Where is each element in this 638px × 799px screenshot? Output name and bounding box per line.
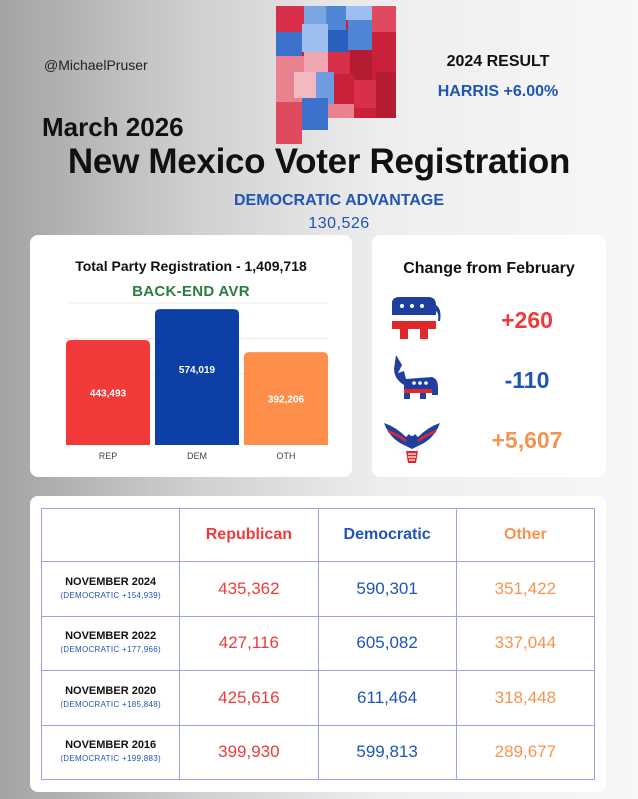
chart-subtitle: BACK-END AVR: [132, 283, 250, 300]
cell-republican: 425,616: [180, 671, 318, 726]
republican-elephant-icon: [382, 289, 442, 349]
category-label-dem: DEM: [187, 451, 207, 461]
report-month: March 2026: [42, 112, 184, 142]
cell-democratic: 611,464: [318, 671, 456, 726]
category-label-oth: OTH: [276, 451, 296, 461]
table-row: [42, 725, 595, 780]
registration-bar-chart: [30, 235, 352, 477]
table-header-row: [42, 509, 595, 562]
result-value: HARRIS +6.00%: [437, 83, 559, 100]
row-sublabel: (DEMOCRATIC +154,939): [60, 590, 161, 600]
row-sublabel: (DEMOCRATIC +177,966): [60, 645, 161, 655]
change-value-republican: +260: [501, 307, 553, 333]
bar-value-label-dem: 574,019: [178, 365, 216, 377]
cell-other: 318,448: [456, 671, 594, 726]
table-header-democratic: Democratic: [318, 509, 456, 562]
registration-history-table: [41, 508, 595, 780]
change-row-other: [372, 409, 606, 469]
row-sublabel: (DEMOCRATIC +185,848): [60, 699, 161, 709]
table-row: [42, 562, 595, 617]
history-table-card: [30, 496, 606, 792]
page-title: New Mexico Voter Registration: [67, 142, 571, 181]
cell-democratic: 605,082: [318, 616, 456, 671]
registration-chart-card: [30, 235, 352, 477]
advantage-value: 130,526: [308, 215, 370, 232]
bar-value-label-oth: 392,206: [267, 394, 305, 406]
cell-other: 351,422: [456, 562, 594, 617]
row-label: NOVEMBER 2020 (DEMOCRATIC +185,848): [42, 671, 180, 726]
cell-other: 337,044: [456, 616, 594, 671]
row-label: NOVEMBER 2024 (DEMOCRATIC +154,939): [42, 562, 180, 617]
cell-democratic: 590,301: [318, 562, 456, 617]
row-label: NOVEMBER 2022 (DEMOCRATIC +177,966): [42, 616, 180, 671]
cell-republican: 427,116: [180, 616, 318, 671]
row-sublabel: (DEMOCRATIC +199,883): [60, 754, 161, 764]
cell-democratic: 599,813: [318, 725, 456, 780]
table-row: [42, 616, 595, 671]
bar-dem: [155, 309, 239, 445]
table-header-republican: Republican: [180, 509, 318, 562]
category-label-rep: REP: [98, 451, 118, 461]
cell-republican: 435,362: [180, 562, 318, 617]
change-title: Change from February: [403, 260, 575, 277]
change-row-democratic: [372, 349, 606, 409]
result-label: 2024 RESULT: [446, 53, 550, 70]
chart-title: Total Party Registration - 1,409,718: [75, 258, 307, 274]
democratic-donkey-icon: [382, 349, 442, 409]
row-label: NOVEMBER 2016 (DEMOCRATIC +199,883): [42, 725, 180, 780]
cell-republican: 399,930: [180, 725, 318, 780]
bar-value-label-rep: 443,493: [89, 388, 127, 400]
advantage-label: DEMOCRATIC ADVANTAGE: [233, 192, 445, 209]
table-header-blank: [42, 509, 180, 562]
author-handle: @MichaelPruser: [44, 57, 148, 73]
change-value-other: +5,607: [491, 427, 563, 453]
cell-other: 289,677: [456, 725, 594, 780]
eagle-icon: [382, 409, 442, 469]
change-card: [372, 235, 606, 477]
change-row-republican: [372, 289, 606, 349]
table-row: [42, 671, 595, 726]
new-mexico-county-map: [272, 6, 398, 144]
change-value-democratic: -110: [504, 367, 550, 393]
table-header-other: Other: [456, 509, 594, 562]
